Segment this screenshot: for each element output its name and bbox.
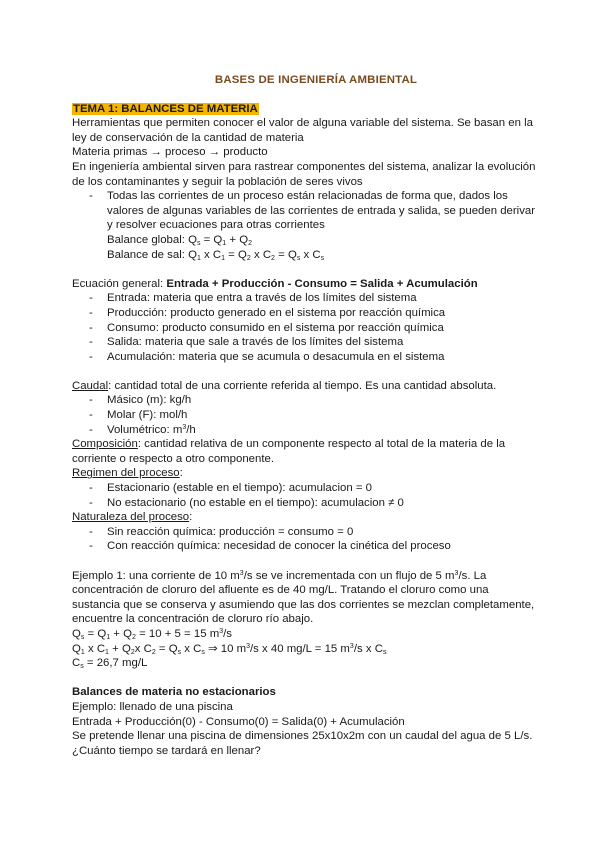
intro-line-1: Herramientas que permiten conocer el valor de alguna variable del sistema. Se basan en la [72,117,533,130]
ejemplo1-calc-3: $C_s = 26,7$ mg/L [72,657,148,671]
naturaleza-sin-reaccion: - Sin reacción química: producción = consumo = 0 [72,525,560,540]
caudal-types-list [72,393,560,437]
naturaleza-list [72,525,560,554]
corrientes-line-1: Todas las corrientes de un proceso están relacionadas de forma que, dados los [107,190,508,203]
corrientes-list [72,189,560,262]
ecuacion-general-formula: Entrada + Producción - Consumo = Salida + Acumulación [166,277,478,290]
term-entrada: - Entrada: materia que entra a través de los límites del sistema [72,291,560,306]
section-heading-tema1 [72,102,560,117]
ejemplo-piscina-ecuacion: Entrada + Producción(0) - Consumo(0) = Salida(0) + Acumulación [72,715,405,728]
naturaleza-heading: Naturaleza del proceso: [72,511,193,524]
term-produccion: - Producción: producto generado en el sistema por reacción química [72,306,560,321]
term-salida: - Salida: materia que sale a través de los límites del sistema [72,335,560,350]
regimen-no-estacionario: - No estacionario (no estable en el tiempo): acumulacion ≠ 0 [72,496,560,511]
composicion-term: Composición [72,438,138,451]
balance-global: Balance global: $Q_s = Q_1 + Q_2$ [107,233,252,247]
ejemplo1-calc-2: $Q_1$ x $C_1 + Q_2x$ $C_2 = Q_s$ x $C_s$ ⇒ 10 $m^3/s$ x 40 mg/L = 15 $m^3/s$ x $C_s$ [72,642,387,656]
caudal-molar: - Molar (F): mol/h [72,408,560,423]
ecuacion-terms-list [72,291,560,364]
ejemplo1-line-4: encuentre la concentración de cloruro río abajo. [72,613,314,626]
regimen-estacionario: - Estacionario (estable en el tiempo): acumulacion = 0 [72,481,560,496]
ejemplo-piscina-pregunta-1: Se pretende llenar una piscina de dimensiones 25x10x2m con un caudal del agua de 5 L/s. [72,730,533,743]
caudal-masico: - Másico (m): kg/h [72,393,560,408]
ecuacion-general: Ecuación general: Entrada + Producción - Consumo = Salida + Acumulación [72,277,478,290]
corrientes-item [72,189,560,262]
corrientes-line-3: y resolver ecuaciones para otras corrientes [107,219,325,232]
composicion-line-2: corriente o respecto a otro componente. [72,452,274,465]
corrientes-line-2: valores de algunas variables de las corrientes de entrada y salida, se pueden derivar [107,204,536,217]
balance-sal: Balance de sal: $Q_1$ x $C_1 = Q_2$ x $C_2 = Q_s$ x $C_s$ [107,248,325,262]
intro-line-2: ley de conservación de la cantidad de materia [72,131,304,144]
ejemplo-piscina-pregunta-2: ¿Cuánto tiempo se tardará en llenar? [72,744,261,757]
ejemplo1-line-3: sustancia que se conserva y asumiendo que las dos corrientes se mezclan completamente, [72,598,535,611]
caudal-volumetrico: - Volumétrico: $m^3/h$ [72,423,560,438]
term-acumulacion: - Acumulación: materia que se acumula o desacumula en el sistema [72,350,560,365]
no-estacionarios-heading: Balances de materia no estacionarios [72,686,276,699]
naturaleza-con-reaccion: - Con reacción química: necesidad de conocer la cinética del proceso [72,539,560,554]
regimen-list [72,481,560,510]
ejemplo1-line-1: Ejemplo 1: una corriente de 10 $m^3/s$ se ve incrementada con un flujo de 5 $m^3/s$. La [72,569,487,582]
regimen-heading: Regimen del proceso: [72,467,183,480]
ingenieria-line-2: de los contaminantes y seguir la población de seres vivos [72,175,363,188]
ingenieria-line-1: En ingeniería ambiental sirven para rastrear componentes del sistema, analizar la evolución [72,160,536,173]
tema-heading-text: TEMA 1: BALANCES DE MATERIA [73,102,258,115]
caudal-term: Caudal [72,379,109,392]
document-title: BASES DE INGENIERÍA AMBIENTAL [214,74,418,86]
ejemplo1-calc-1: $Q_s = Q_1 + Q_2 = 10 + 5 = 15$ $m^3/s$ [72,627,232,641]
term-consumo: - Consumo: producto consumido en el sistema por reacción química [72,321,560,336]
caudal-definition: Caudal: cantidad total de una corriente referida al tiempo. Es una cantidad absoluta. [72,379,497,392]
ejemplo1-line-2: concentración de cloruro del afluente es de 40 mg/L. Tratando el cloruro como una [72,584,489,597]
composicion-definition: Composición: cantidad relativa de un componente respecto al total de la materia de la [72,438,506,451]
ejemplo-piscina: Ejemplo: llenado de una piscina [72,700,233,713]
materia-primas-line: Materia primas → proceso → producto [72,146,268,159]
